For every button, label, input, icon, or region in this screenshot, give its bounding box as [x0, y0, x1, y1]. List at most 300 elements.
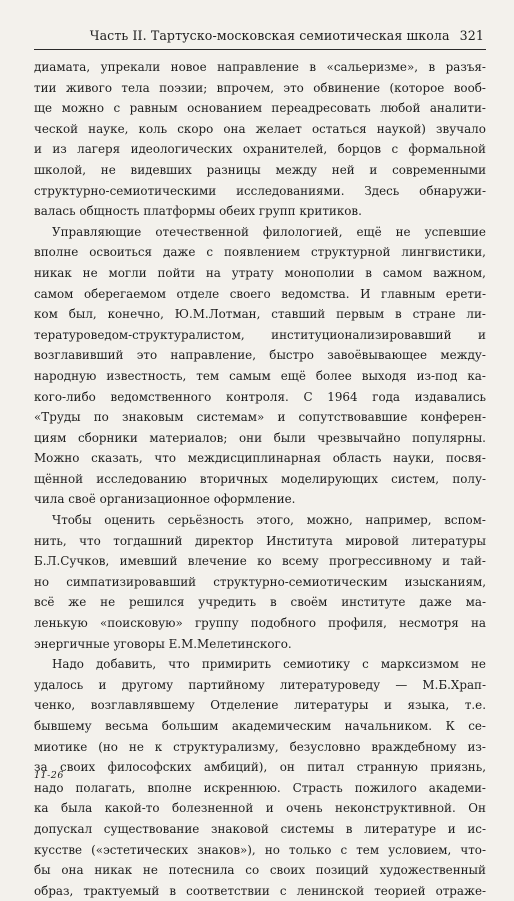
- word: появлением: [223, 245, 300, 260]
- word: циям: [34, 430, 67, 445]
- text-line: [34, 181, 486, 202]
- word: питал: [307, 760, 345, 775]
- word: издавались: [414, 389, 486, 404]
- word: на: [470, 616, 486, 631]
- text-line: [34, 634, 486, 655]
- text-line: [34, 778, 486, 799]
- word: знаковым: [121, 410, 184, 425]
- word: не: [82, 265, 98, 280]
- word: не: [100, 595, 116, 610]
- word: Здесь: [364, 183, 400, 198]
- word: обеих: [219, 204, 256, 219]
- text-line: [34, 139, 486, 160]
- word: в: [365, 265, 372, 280]
- word: была: [60, 801, 93, 816]
- word: решился: [129, 595, 185, 610]
- word: большим: [161, 719, 219, 733]
- word: языка,: [407, 698, 450, 713]
- word: «сальеризме»,: [326, 60, 418, 74]
- word: скоро: [177, 121, 214, 136]
- text-line: [34, 572, 486, 593]
- word: отечественной: [155, 224, 249, 239]
- word: никак: [94, 863, 133, 878]
- word: это: [136, 348, 158, 363]
- word: своего: [229, 286, 271, 301]
- word: Б.Л.Сучков,: [34, 554, 110, 569]
- word: какой-то: [104, 801, 160, 816]
- word: например,: [365, 513, 432, 528]
- word: ставший: [271, 307, 326, 322]
- word: отраже-: [435, 883, 486, 898]
- word: исследованиями.: [236, 183, 345, 198]
- word: Управляющие: [52, 224, 142, 239]
- text-line: [34, 222, 486, 243]
- word: этого,: [256, 513, 294, 528]
- word: ленькую: [34, 616, 88, 631]
- word: литературоведу: [279, 677, 381, 692]
- word: своё: [68, 492, 96, 507]
- word: к: [154, 739, 163, 754]
- text-line: [34, 819, 486, 840]
- word: тогдашний: [113, 533, 183, 548]
- word: со: [245, 863, 260, 878]
- text-line: [34, 263, 486, 284]
- word: и: [447, 821, 456, 836]
- word: системам»: [196, 410, 265, 425]
- word: отделе: [176, 286, 220, 301]
- word: болезненной: [171, 801, 254, 816]
- word: И: [360, 286, 371, 301]
- word: и: [98, 677, 107, 692]
- word: вполне: [34, 245, 79, 260]
- word: выходя: [361, 368, 407, 383]
- word: контроля.: [226, 389, 289, 404]
- word: групп: [258, 204, 296, 219]
- word: ли-: [466, 307, 486, 322]
- word: структурализму,: [173, 739, 279, 754]
- word: се-: [468, 719, 486, 733]
- word: остаться: [311, 121, 367, 136]
- word: («эстетических: [91, 842, 189, 857]
- word: был,: [68, 307, 97, 322]
- word: направление: [217, 60, 299, 74]
- text-line: [34, 531, 486, 552]
- word: оформление.: [213, 492, 296, 507]
- word: систем,: [391, 471, 440, 486]
- word: ком: [34, 307, 58, 322]
- word: по: [93, 410, 109, 425]
- word: с: [279, 883, 287, 898]
- word: и: [369, 162, 378, 177]
- word: не: [142, 863, 158, 878]
- word: литературы: [411, 533, 486, 548]
- word: монополии: [284, 265, 355, 280]
- word: своих: [60, 760, 96, 775]
- word: удалось: [34, 677, 84, 692]
- word: исследованию: [96, 471, 187, 486]
- word: допускал: [34, 821, 93, 836]
- word: между: [275, 162, 318, 177]
- text-line: [34, 304, 486, 325]
- word: аналити-: [429, 101, 486, 116]
- word: Отделение: [210, 698, 279, 713]
- word: бывшему: [34, 719, 92, 733]
- word: самым: [229, 368, 271, 383]
- word: не: [395, 224, 411, 239]
- word: науке,: [88, 121, 129, 136]
- word: обвинение: [313, 80, 381, 95]
- word: ческой: [34, 121, 79, 136]
- word: партийному: [188, 677, 265, 692]
- word: марксизмом: [380, 657, 459, 672]
- word: ще: [34, 101, 53, 116]
- word: формальной: [408, 142, 486, 157]
- word: К: [445, 719, 455, 733]
- text-line: [34, 592, 486, 613]
- printer-signature: 11-26: [34, 770, 64, 781]
- word: могли: [108, 265, 147, 280]
- word: были: [273, 430, 306, 445]
- word: симпатизировавший: [66, 574, 197, 589]
- word: платформы: [143, 204, 216, 219]
- word: организационное: [99, 492, 210, 507]
- word: он: [279, 760, 295, 775]
- word: она: [223, 121, 246, 136]
- word: художественный: [379, 863, 486, 878]
- word: Надо: [52, 657, 84, 672]
- word: что: [154, 451, 176, 466]
- word: своих: [269, 863, 306, 878]
- word: вспом-: [444, 513, 486, 528]
- word: конферен-: [420, 410, 486, 425]
- word: равным: [129, 101, 178, 116]
- word: структурно-семиотическими: [34, 183, 217, 198]
- word: литературы: [294, 698, 369, 713]
- word: амбиций),: [203, 760, 268, 775]
- word: живого: [65, 80, 112, 95]
- page-body: [34, 57, 486, 901]
- page-number: 321: [459, 28, 484, 43]
- word: Он: [468, 801, 486, 816]
- text-line: [34, 695, 486, 716]
- word: образ,: [34, 883, 74, 898]
- word: не: [128, 739, 144, 754]
- text-line: [34, 407, 486, 428]
- word: переадресовать: [271, 101, 371, 116]
- text-line: [34, 98, 486, 119]
- text-line: [34, 448, 486, 469]
- word: ещё: [280, 368, 306, 383]
- word: в: [345, 821, 353, 836]
- text-line: [34, 613, 486, 634]
- word: весьма: [105, 719, 149, 733]
- word: безусловно: [289, 739, 361, 754]
- word: современными: [392, 162, 486, 177]
- word: освоиться: [89, 245, 153, 260]
- word: бы: [34, 863, 51, 878]
- word: с: [362, 657, 369, 672]
- word: из-: [467, 739, 486, 754]
- word: утрату: [231, 265, 274, 280]
- word: трактуемый: [83, 883, 160, 898]
- word: что: [168, 657, 190, 672]
- word: что: [79, 533, 101, 548]
- word: это: [283, 80, 304, 95]
- word: ведомственного: [110, 389, 212, 404]
- word: щённой: [34, 471, 84, 486]
- word: С: [303, 389, 313, 404]
- word: критиков.: [299, 204, 362, 219]
- word: они: [239, 430, 263, 445]
- word: ерети-: [445, 286, 486, 301]
- word: т.е.: [464, 698, 486, 713]
- word: впрочем,: [216, 80, 274, 95]
- text-line: [34, 119, 486, 140]
- word: учредить: [198, 595, 257, 610]
- word: приязнь,: [430, 760, 486, 775]
- word: тературоведом-структуралистом,: [34, 327, 245, 342]
- word: прогрессивному: [328, 554, 432, 569]
- text-line: [34, 57, 486, 78]
- word: Е.М.Мелетинского.: [168, 636, 292, 651]
- word: первым: [336, 307, 385, 322]
- word: очень: [286, 801, 323, 816]
- word: из: [52, 142, 67, 157]
- word: семиотику: [283, 657, 351, 672]
- word: подобного: [250, 616, 316, 631]
- word: из-под: [416, 368, 458, 383]
- word: главным: [380, 286, 436, 301]
- word: лингвистики,: [401, 245, 486, 260]
- word: тела: [121, 80, 150, 95]
- word: более: [315, 368, 352, 383]
- word: потеснила: [168, 863, 235, 878]
- word: всё: [34, 595, 55, 610]
- word: возглавивший: [34, 348, 124, 363]
- word: вторичных: [199, 471, 268, 486]
- text-line: [34, 551, 486, 572]
- word: кого-либо: [34, 389, 96, 404]
- word: можно: [61, 101, 104, 116]
- word: структурно-семиотическим: [213, 574, 388, 589]
- word: борцов: [337, 142, 382, 157]
- word: с: [113, 101, 121, 116]
- word: литературе: [364, 821, 437, 836]
- word: другому: [121, 677, 174, 692]
- word: директор: [194, 533, 254, 548]
- word: позиций: [315, 863, 369, 878]
- word: институте: [341, 595, 406, 610]
- word: философских: [107, 760, 192, 775]
- word: сказать,: [91, 451, 143, 466]
- word: основанием: [187, 101, 262, 116]
- word: ма-: [465, 595, 486, 610]
- text-line: [34, 284, 486, 305]
- word: ведомства.: [281, 286, 350, 301]
- word: неконструктивной.: [335, 801, 456, 816]
- word: возглавлявшему: [90, 698, 195, 713]
- word: (но: [98, 739, 118, 754]
- word: моделирующих: [281, 471, 378, 486]
- word: знаков»),: [197, 842, 256, 857]
- word: направление,: [170, 348, 256, 363]
- word: на: [205, 265, 221, 280]
- word: тем: [196, 368, 220, 383]
- word: странную: [356, 760, 418, 775]
- word: только: [289, 842, 332, 857]
- word: соответствии: [186, 883, 270, 898]
- word: пойти: [157, 265, 195, 280]
- word: ко: [257, 554, 272, 569]
- word: коль: [138, 121, 168, 136]
- word: и: [384, 698, 392, 713]
- word: школой,: [34, 162, 87, 177]
- word: быстро: [269, 348, 314, 363]
- word: полагать,: [75, 780, 136, 795]
- word: своём: [290, 595, 328, 610]
- word: лагеря: [77, 142, 121, 157]
- word: народную: [34, 368, 97, 383]
- word: добавить,: [95, 657, 157, 672]
- word: но: [264, 842, 280, 857]
- word: надо: [34, 780, 64, 795]
- word: тем: [356, 842, 380, 857]
- word: энергичные: [34, 636, 110, 651]
- word: что-: [460, 842, 486, 857]
- word: условием,: [388, 842, 452, 857]
- text-line: [34, 757, 486, 778]
- word: разъя-: [445, 60, 486, 74]
- word: но: [34, 574, 50, 589]
- word: не: [470, 657, 486, 672]
- text-line: [34, 489, 486, 510]
- word: сопутствовавшие: [298, 410, 408, 425]
- word: охранителей,: [242, 142, 328, 157]
- text-line: [34, 737, 486, 758]
- word: начальником.: [344, 719, 433, 733]
- word: успевшие: [424, 224, 486, 239]
- text-line: [34, 840, 486, 861]
- word: профиля,: [328, 616, 387, 631]
- text-line: [34, 242, 486, 263]
- word: чрезвычайно: [317, 430, 401, 445]
- word: —: [395, 677, 408, 692]
- word: (которое: [389, 80, 445, 95]
- word: вполне: [147, 780, 192, 795]
- text-line: [34, 345, 486, 366]
- word: «Труды: [34, 410, 81, 425]
- word: за: [34, 760, 48, 775]
- word: и: [442, 554, 451, 569]
- word: всему: [281, 554, 319, 569]
- word: можно,: [306, 513, 353, 528]
- word: Можно: [34, 451, 80, 466]
- word: оценить: [104, 513, 155, 528]
- word: материалов;: [149, 430, 228, 445]
- word: нить,: [34, 533, 67, 548]
- word: диамата,: [34, 60, 91, 74]
- word: структурной: [310, 245, 391, 260]
- word: полу-: [452, 471, 486, 486]
- word: видевших: [130, 162, 192, 177]
- word: же: [68, 595, 87, 610]
- word: тай-: [460, 554, 486, 569]
- word: изысканиям,: [404, 574, 486, 589]
- word: упрекали: [100, 60, 161, 74]
- word: науки,: [393, 451, 435, 466]
- word: в: [309, 60, 317, 74]
- running-header-title: Часть II. Тартуско-московская семиотическая школа: [89, 28, 450, 43]
- word: миотике: [34, 739, 88, 754]
- word: область: [332, 451, 382, 466]
- word: тии: [34, 80, 57, 95]
- word: Страсть: [292, 780, 343, 795]
- word: пожилого: [354, 780, 417, 795]
- word: даже: [419, 595, 452, 610]
- word: и: [277, 410, 286, 425]
- word: ка-: [467, 368, 486, 383]
- text-line: [34, 798, 486, 819]
- word: ис-: [467, 821, 486, 836]
- word: с: [391, 142, 399, 157]
- word: теорией: [374, 883, 426, 898]
- word: ка: [34, 801, 49, 816]
- word: и: [34, 142, 42, 157]
- word: Института: [266, 533, 333, 548]
- word: филологией,: [262, 224, 343, 239]
- word: известность,: [106, 368, 187, 383]
- word: не: [100, 162, 116, 177]
- word: в: [428, 60, 436, 74]
- word: ещё: [356, 224, 382, 239]
- text-line: [34, 654, 486, 675]
- word: звучало: [436, 121, 486, 136]
- text-line: [34, 387, 486, 408]
- word: институционализировавший: [271, 327, 452, 342]
- word: ленинской: [296, 883, 365, 898]
- word: посвя-: [445, 451, 486, 466]
- running-header: [38, 28, 484, 43]
- word: она: [61, 863, 84, 878]
- text-line: [34, 78, 486, 99]
- word: любой: [380, 101, 421, 116]
- word: академи-: [428, 780, 486, 795]
- word: стране: [412, 307, 456, 322]
- word: новое: [170, 60, 207, 74]
- word: существование: [103, 821, 200, 836]
- word: с: [206, 245, 214, 260]
- word: в: [395, 307, 402, 322]
- word: академическим: [231, 719, 332, 733]
- word: самом: [382, 265, 423, 280]
- word: идеологических: [130, 142, 233, 157]
- text-line: [34, 716, 486, 737]
- word: серьёзность: [167, 513, 244, 528]
- word: важном,: [433, 265, 486, 280]
- text-line: [34, 428, 486, 449]
- word: конечно,: [107, 307, 164, 322]
- word: вооб-: [453, 80, 486, 95]
- word: 1964: [327, 389, 358, 404]
- word: влечение: [187, 554, 247, 569]
- text-line: [34, 201, 486, 222]
- word: знаковой: [210, 821, 269, 836]
- word: даже: [163, 245, 196, 260]
- word: в: [269, 595, 277, 610]
- text-line: [34, 469, 486, 490]
- text-line: [34, 160, 486, 181]
- word: поэзии;: [159, 80, 208, 95]
